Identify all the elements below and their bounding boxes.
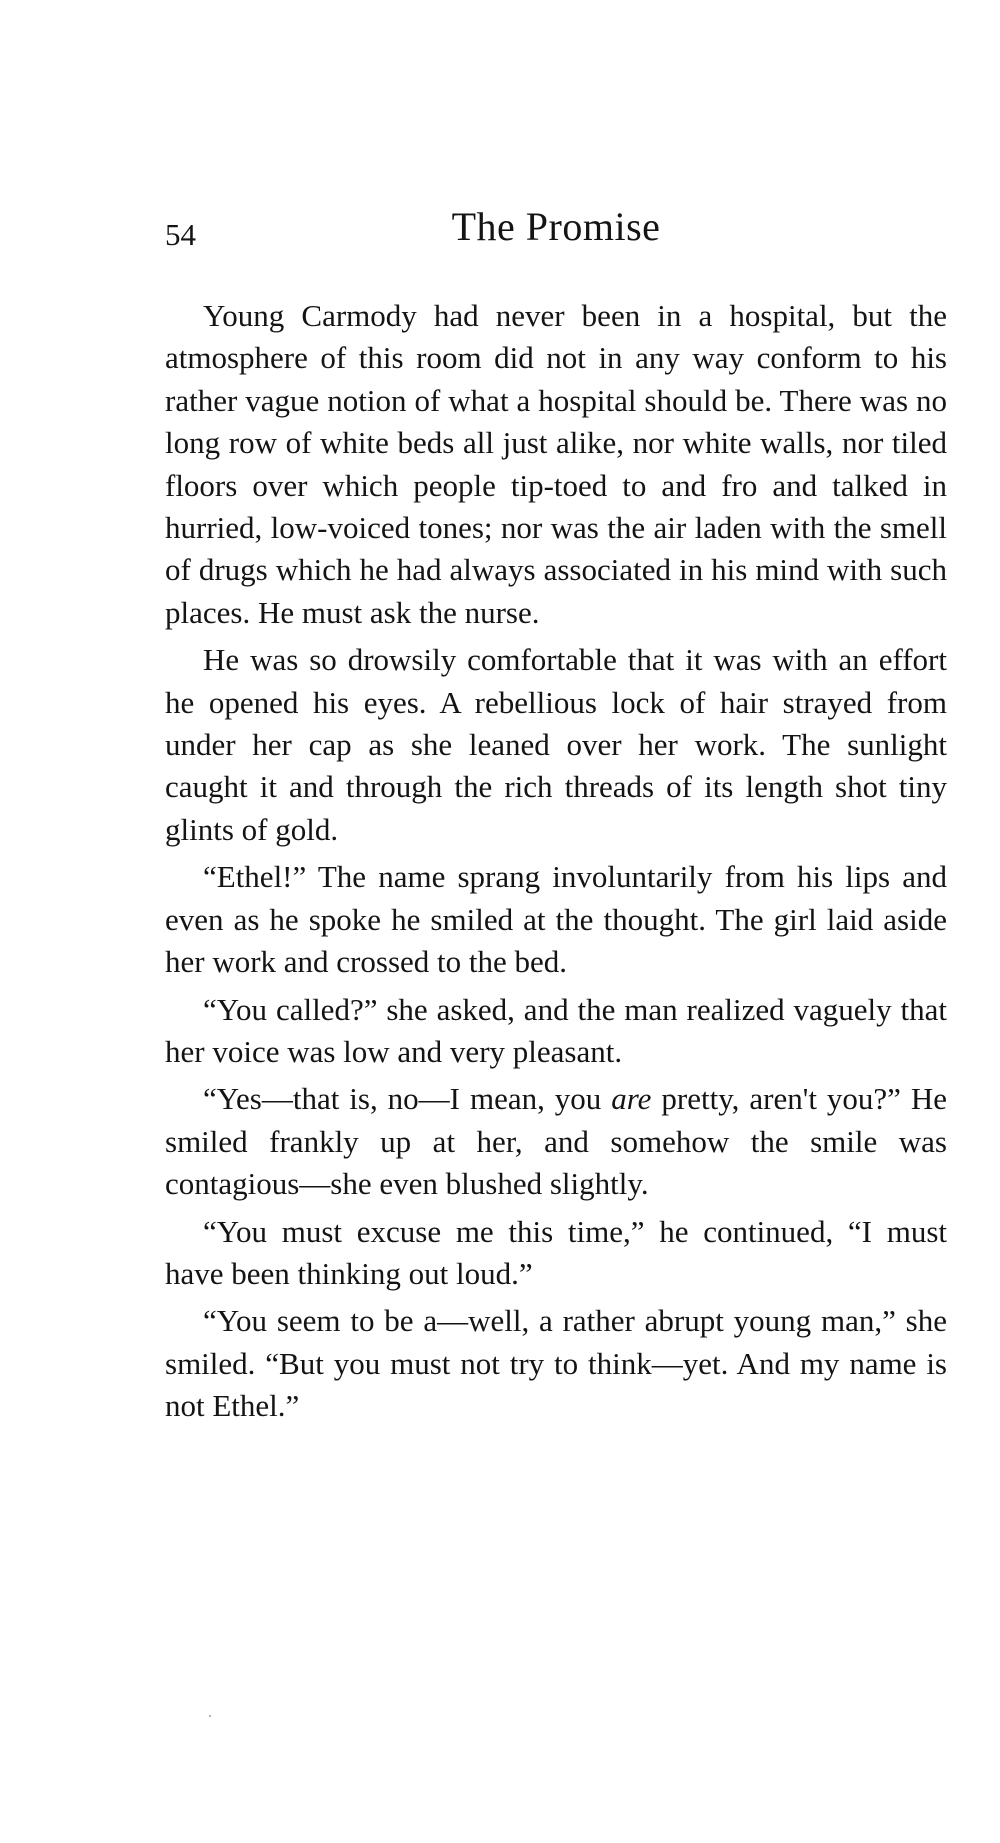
paragraph: “You seem to be a—well, a rather abrupt young man,” she smiled. “But you must not try to think—yet. And my name is not Ethel.” <box>165 1303 947 1424</box>
paragraph: “You called?” she asked, and the man realized vaguely that her voice was low and very pleasant. <box>165 991 947 1069</box>
page-header <box>165 205 947 255</box>
book-page <box>165 0 947 1843</box>
paragraph: “You must excuse me this time,” he continued, “I must have been thinking out loud.” <box>165 1213 947 1291</box>
paragraph-text: “Yes—that is, no—I mean, you <box>203 1081 612 1117</box>
paragraph: Young Carmody had never been in a hospital, but the atmosphere of this room did not in any way conform to his rather vague notion of what a hospital should be. There was no long row of white beds all just alike, nor white walls, nor tiled floors over which people tip-toed to and fro and talked in hurried, low-voiced tones; nor was the air laden with the smell of drugs which he had always associated in his mind with such places. He must ask the nurse. <box>165 298 947 630</box>
paragraph-text: pretty, aren't you?” He smiled frankly up at her, and somehow the smile was contagious—she even blushed slightly. <box>165 1081 947 1202</box>
emphasized-word: are <box>611 1081 652 1117</box>
body-text <box>165 295 947 1433</box>
paper-speck <box>209 1715 211 1717</box>
paragraph: “Ethel!” The name sprang involuntarily from his lips and even as he spoke he smiled at the thought. The girl laid aside her work and crossed to the bed. <box>165 859 947 980</box>
paragraph: He was so drowsily comfortable that it was with an effort he opened his eyes. A rebellious lock of hair strayed from under her cap as she leaned over her work. The sunlight caught it and through the rich threads of its length shot tiny glints of gold. <box>165 642 947 847</box>
paragraph <box>165 1078 947 1205</box>
running-title: The Promise <box>451 204 661 249</box>
page-number: 54 <box>165 217 196 252</box>
